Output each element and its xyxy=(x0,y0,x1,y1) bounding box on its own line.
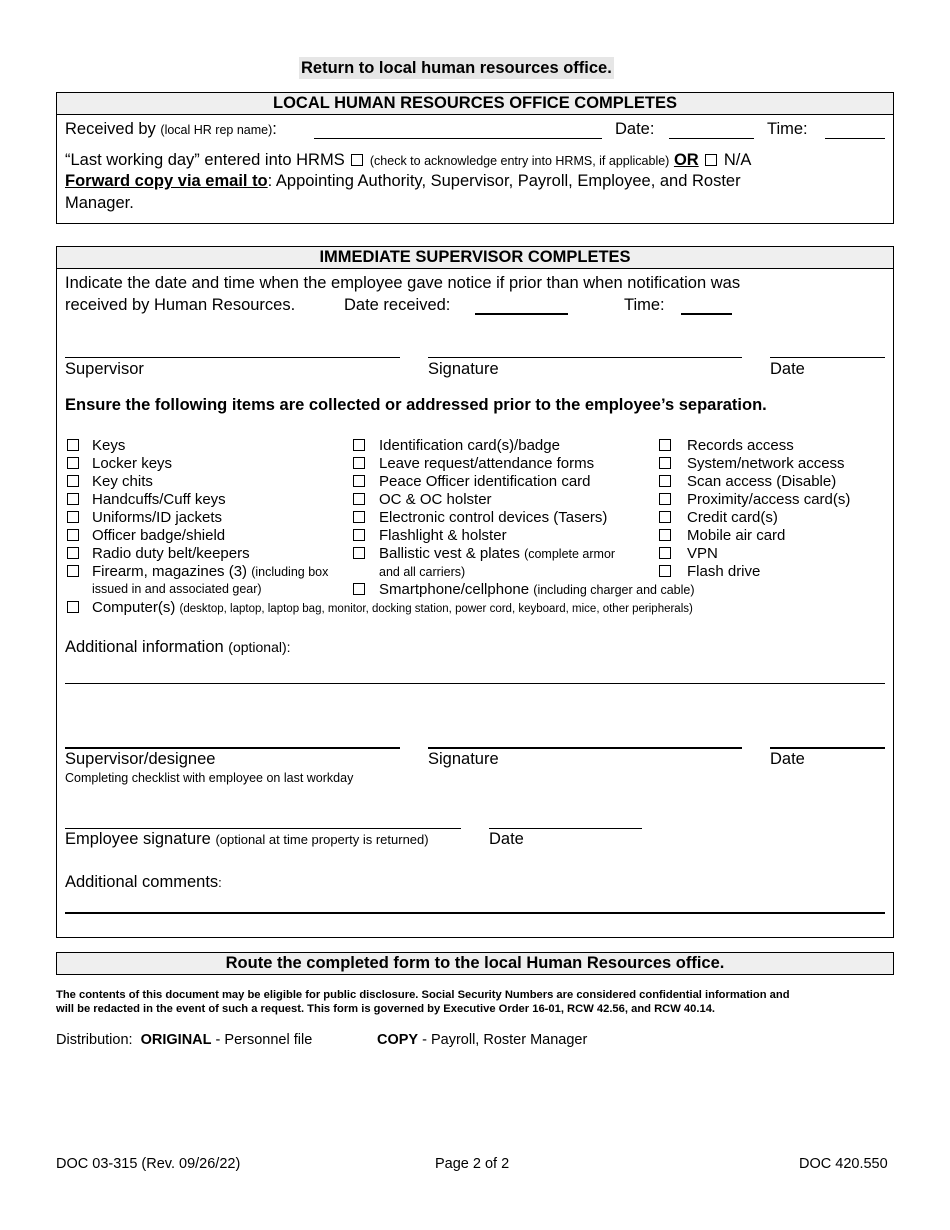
checklist-col3-checkbox[interactable] xyxy=(659,493,671,505)
checklist-col2-item: Flashlight & holster xyxy=(379,527,507,544)
page-number: Page 2 of 2 xyxy=(435,1156,510,1172)
checklist-col2-item: Identification card(s)/badge xyxy=(379,437,560,454)
checklist-col1-checkbox[interactable] xyxy=(67,529,79,541)
checklist-col3-item: Mobile air card xyxy=(687,527,786,544)
return-note: Return to local human resources office. xyxy=(301,59,612,77)
checklist-col3-checkbox[interactable] xyxy=(659,547,671,559)
checklist-col1-item: Key chits xyxy=(92,473,153,490)
checklist-col3-checkbox[interactable] xyxy=(659,439,671,451)
checklist-col1-checkbox[interactable] xyxy=(67,457,79,469)
checklist-col3-checkbox[interactable] xyxy=(659,475,671,487)
checklist-col1-checkbox[interactable] xyxy=(67,439,79,451)
supervisor-section-title: IMMEDIATE SUPERVISOR COMPLETES xyxy=(57,247,893,269)
checklist-col3-item: Credit card(s) xyxy=(687,509,778,526)
disclosure-line-1: The contents of this document may be eligible for public disclosure. Social Security Numbers are considered confidential information and xyxy=(56,989,790,1001)
ballistic-checkbox[interactable] xyxy=(353,547,365,559)
ballistic-note: and all carriers) xyxy=(379,565,466,579)
supervisor-signature-line[interactable] xyxy=(428,357,742,358)
checklist-col1-checkbox[interactable] xyxy=(67,493,79,505)
checklist-col3-item: Scan access (Disable) xyxy=(687,473,837,490)
instruction-line-2: received by Human Resources. xyxy=(65,296,296,314)
distribution-row: Distribution: ORIGINAL - Personnel file xyxy=(56,1032,313,1048)
forward-copy-row: Forward copy via email to: Appointing Authority, Supervisor, Payroll, Employee, and Roster xyxy=(65,172,741,190)
checklist-heading: Ensure the following items are collected or addressed prior to the employee’s separation. xyxy=(65,396,767,414)
checklist-col1-item: Handcuffs/Cuff keys xyxy=(92,491,226,508)
hrms-ack-checkbox[interactable] xyxy=(351,154,363,166)
date-label: Date xyxy=(770,360,805,378)
forward-copy-row-2: Manager. xyxy=(65,194,134,212)
hr-section-title: LOCAL HUMAN RESOURCES OFFICE COMPLETES xyxy=(57,93,893,115)
signature-label: Signature xyxy=(428,360,499,378)
smartphone-item: Smartphone/cellphone (including charger and cable) xyxy=(379,581,695,598)
checklist-col3-item: Records access xyxy=(687,437,794,454)
distribution-copy: COPY - Payroll, Roster Manager xyxy=(377,1032,588,1048)
checklist-col3-item: Proximity/access card(s) xyxy=(687,491,851,508)
hr-date-label: Date: xyxy=(615,120,655,138)
disclosure-line-2: will be redacted in the event of such a request. This form is governed by Executive Order 16-01, RCW 42.56, and RCW 40.14. xyxy=(56,1003,716,1015)
received-by-label: Received by (local HR rep name): xyxy=(65,120,277,138)
designee-line[interactable] xyxy=(65,747,400,749)
checklist-col3-checkbox[interactable] xyxy=(659,457,671,469)
firearm-checkbox[interactable] xyxy=(67,565,79,577)
hr-date-field[interactable] xyxy=(669,138,754,139)
designee-signature-label: Signature xyxy=(428,750,499,768)
checklist-col1-checkbox[interactable] xyxy=(67,511,79,523)
employee-signature-label: Employee signature (optional at time property is returned) xyxy=(65,830,429,848)
checklist-col1-checkbox[interactable] xyxy=(67,547,79,559)
checklist-col2-checkbox[interactable] xyxy=(353,475,365,487)
smartphone-checkbox[interactable] xyxy=(353,583,365,595)
checklist-col1-checkbox[interactable] xyxy=(67,475,79,487)
hr-time-field[interactable] xyxy=(825,138,885,139)
date-received-label: Date received: xyxy=(344,296,451,314)
checklist-col2-item: Peace Officer identification card xyxy=(379,473,591,490)
checklist-col2-checkbox[interactable] xyxy=(353,529,365,541)
checklist-col2-checkbox[interactable] xyxy=(353,439,365,451)
checklist-col2-item: Electronic control devices (Tasers) xyxy=(379,509,608,526)
supervisor-label: Supervisor xyxy=(65,360,144,378)
date-received-field[interactable] xyxy=(475,313,568,315)
firearm-note: issued in and associated gear) xyxy=(92,582,262,596)
policy-number: DOC 420.550 xyxy=(799,1156,888,1172)
checklist-col3-item: VPN xyxy=(687,545,718,562)
route-note: Route the completed form to the local Human Resources office. xyxy=(225,954,725,972)
received-by-field[interactable] xyxy=(314,138,602,139)
additional-info-label: Additional information (optional): xyxy=(65,638,291,656)
designee-label: Supervisor/designee xyxy=(65,750,216,768)
employee-date-label: Date xyxy=(489,830,524,848)
checklist-col3-checkbox[interactable] xyxy=(659,529,671,541)
checklist-col3-item: System/network access xyxy=(687,455,845,472)
checklist-col2-checkbox[interactable] xyxy=(353,511,365,523)
last-working-day-row: “Last working day” entered into HRMS (check to acknowledge entry into HRMS, if applicable) OR N/A xyxy=(65,151,752,169)
instruction-line-1: Indicate the date and time when the employee gave notice if prior than when notification was xyxy=(65,274,741,292)
checklist-col1-item: Uniforms/ID jackets xyxy=(92,509,223,526)
ballistic-item: Ballistic vest & plates (complete armor xyxy=(379,545,616,562)
designee-date-line[interactable] xyxy=(770,747,885,749)
checklist-col2-checkbox[interactable] xyxy=(353,457,365,469)
checklist-col1-item: Locker keys xyxy=(92,455,173,472)
form-number: DOC 03-315 (Rev. 09/26/22) xyxy=(56,1156,241,1172)
computer-checkbox[interactable] xyxy=(67,601,79,613)
notice-time-label: Time: xyxy=(624,296,665,314)
designee-note: Completing checklist with employee on last workday xyxy=(65,771,354,785)
route-note-box xyxy=(56,952,894,975)
additional-info-field[interactable] xyxy=(65,683,885,684)
hr-time-label: Time: xyxy=(767,120,808,138)
employee-signature-line[interactable] xyxy=(65,828,461,829)
employee-date-line[interactable] xyxy=(489,828,642,829)
checklist-col1-item: Keys xyxy=(92,437,126,454)
supervisor-line[interactable] xyxy=(65,357,400,358)
firearm-item: Firearm, magazines (3) (including box xyxy=(92,563,329,580)
checklist-col3-item: Flash drive xyxy=(687,563,761,580)
checklist-col3-checkbox[interactable] xyxy=(659,511,671,523)
checklist-col3-checkbox[interactable] xyxy=(659,565,671,577)
additional-comments-field[interactable] xyxy=(65,912,885,914)
designee-date-label: Date xyxy=(770,750,805,768)
supervisor-date-line[interactable] xyxy=(770,357,885,358)
additional-comments-label: Additional comments: xyxy=(65,873,222,891)
checklist-col2-item: OC & OC holster xyxy=(379,491,492,508)
checklist-col1-item: Officer badge/shield xyxy=(92,527,226,544)
checklist-col2-checkbox[interactable] xyxy=(353,493,365,505)
designee-signature-line[interactable] xyxy=(428,747,742,749)
checklist-col1-item: Radio duty belt/keepers xyxy=(92,545,250,562)
checklist-col2-item: Leave request/attendance forms xyxy=(379,455,595,472)
na-checkbox[interactable] xyxy=(705,154,717,166)
computer-item: Computer(s) (desktop, laptop, laptop bag, monitor, docking station, power cord, keyboard, mice, other peripherals) xyxy=(92,599,693,616)
notice-time-field[interactable] xyxy=(681,313,732,315)
